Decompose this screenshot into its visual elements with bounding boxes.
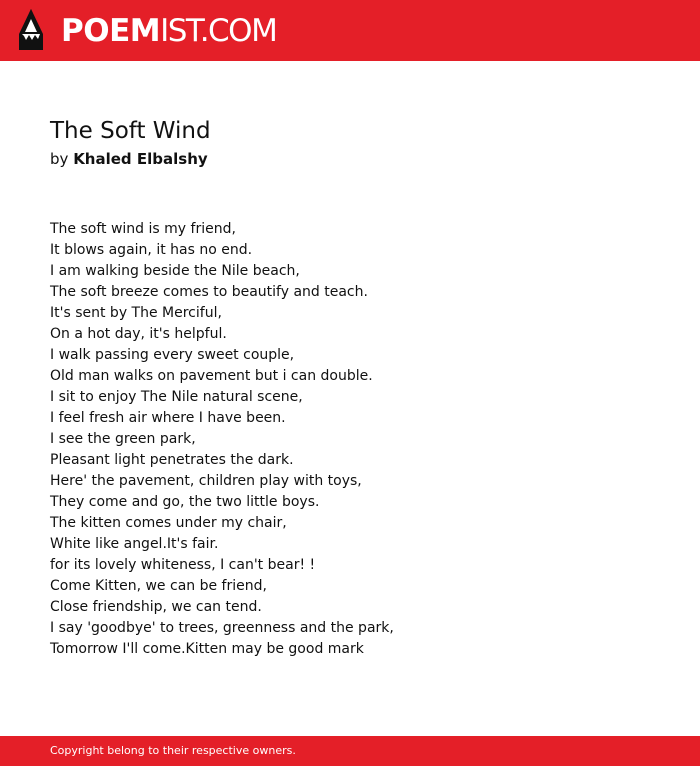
poem-line: Here' the pavement, children play with toys,: [50, 473, 362, 489]
poem-line: Tomorrow I'll come.Kitten may be good mark: [50, 641, 364, 657]
poem-line: On a hot day, it's helpful.: [50, 326, 227, 342]
brand-bold-text: POEM: [61, 13, 161, 49]
brand-light-text: IST.COM: [160, 13, 277, 49]
poem-line: I walk passing every sweet couple,: [50, 347, 295, 363]
poem-line: The soft breeze comes to beautify and teach.: [50, 284, 368, 300]
by-label: by: [50, 150, 69, 168]
byline: [50, 149, 208, 169]
poem-line: I sit to enjoy The Nile natural scene,: [50, 389, 303, 405]
pencil-tip-icon[interactable]: [17, 9, 45, 51]
poem-line: I feel fresh air where I have been.: [50, 410, 286, 426]
site-footer: [0, 736, 700, 766]
poem-line: I am walking beside the Nile beach,: [50, 263, 300, 279]
poem-line: They come and go, the two little boys.: [50, 494, 320, 510]
poem-line: The kitten comes under my chair,: [50, 515, 287, 531]
poem-line: I say 'goodbye' to trees, greenness and the park,: [50, 620, 394, 636]
poem-title: The Soft Wind: [50, 118, 211, 144]
poem-line: Old man walks on pavement but i can double.: [50, 368, 373, 384]
poem-line: The soft wind is my friend,: [50, 221, 236, 237]
poem-line: Pleasant light penetrates the dark.: [50, 452, 294, 468]
copyright-text: Copyright belong to their respective owners.: [50, 744, 296, 757]
poem-line: It's sent by The Merciful,: [50, 305, 222, 321]
site-header: [0, 0, 700, 61]
poem-line: I see the green park,: [50, 431, 196, 447]
poem-line: It blows again, it has no end.: [50, 242, 253, 258]
poem-line: Close friendship, we can tend.: [50, 599, 262, 615]
poem-line: White like angel.It's fair.: [50, 536, 219, 552]
poem-line: Come Kitten, we can be friend,: [50, 578, 267, 594]
site-logo-text[interactable]: [61, 12, 276, 50]
poem-body: [50, 219, 670, 660]
poem-line: for its lovely whiteness, I can't bear! !: [50, 557, 316, 573]
author-name: Khaled Elbalshy: [73, 150, 208, 168]
